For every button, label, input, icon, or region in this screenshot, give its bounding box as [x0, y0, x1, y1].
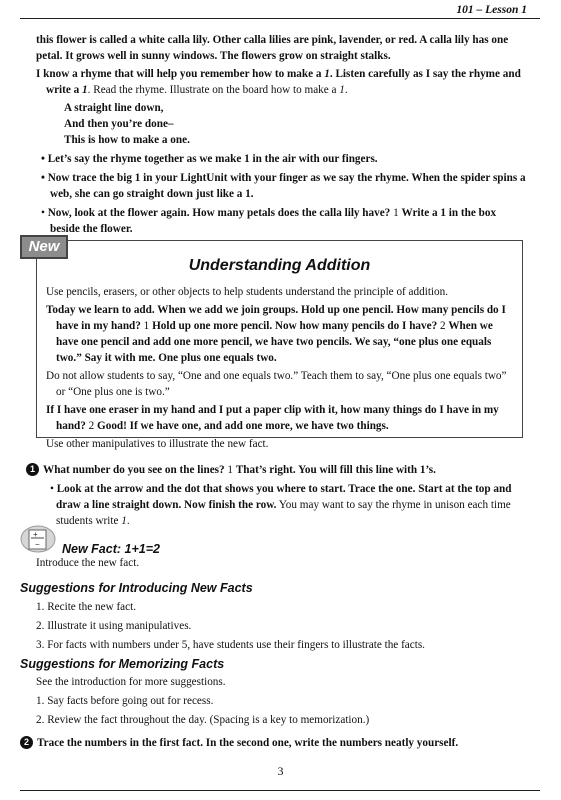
bullet-flower-petals: • Now, look at the flower again. How many petals does the calla lily have? 1 Write a 1 in the box beside the flower.: [41, 207, 497, 235]
exercise-number-badge: 2: [20, 736, 33, 749]
exercise-1-instructions: • Look at the arrow and the dot that shows you where to start. Trace the one. Start at the top and draw a line straight down. Now finish the row. You may want to say the rhyme in unison each time students write 1.: [50, 483, 512, 527]
bottom-rule: [20, 790, 540, 791]
box-paragraph: Use other manipulatives to illustrate the new fact.: [46, 438, 269, 450]
new-concept-body: [46, 284, 516, 454]
introducing-list: [36, 599, 425, 656]
rhyme-line: And then you’re done–: [64, 118, 174, 130]
exercise-1: [26, 462, 526, 529]
svg-text:+: +: [33, 530, 38, 539]
new-fact-label: New Fact: 1+1=2: [62, 542, 160, 556]
memorizing-list: [36, 674, 369, 731]
bullet-trace-big-one: • Now trace the big 1 in your LightUnit with your finger as we say the rhyme. When the spider spins a web, she can go straight down just like a 1.: [41, 172, 526, 200]
box-paragraph: Do not allow students to say, “One and one equals two.” Teach them to say, “One plus one equals two” or “One plus one is two.”: [46, 370, 507, 398]
list-intro: See the introduction for more suggestions.: [36, 676, 226, 688]
new-fact-intro: Introduce the new fact.: [36, 557, 140, 569]
exercise-2: [20, 735, 530, 751]
top-rule: [20, 18, 540, 19]
new-concept-title: Understanding Addition: [188, 257, 371, 274]
top-section: [36, 32, 526, 237]
introducing-heading: Suggestions for Introducing New Facts: [20, 581, 253, 595]
box-paragraph: Today we learn to add. When we add we join groups. Hold up one pencil. How many pencils do I have in my hand? 1 Hold up one more pencil. Now how many pencils do I have? 2 When we have one pencil and add one more pencil, we have two pencils. We say, “one plus one equals two.” Say it with me. One plus one equals two.: [46, 304, 506, 364]
exercise-number-badge: 1: [26, 463, 39, 476]
list-item: 1. Say facts before going out for recess.: [36, 695, 214, 707]
new-tag-badge: New: [20, 235, 68, 259]
rhyme-intro-paragraph: I know a rhyme that will help you remember how to make a 1. Listen carefully as I say the rhyme and write a 1. Read the rhyme. Illustrate on the board how to make a 1.: [36, 68, 521, 96]
rhyme-line: A straight line down,: [64, 102, 164, 114]
svg-text:−: −: [35, 540, 40, 549]
flash-card-icon: [20, 524, 56, 554]
rhyme-block: [36, 100, 526, 148]
calla-lily-paragraph: this flower is called a white calla lily. Other calla lilies are pink, lavender, or red. A calla lily has one petal. It grows well in sunny windows. The flowers grow on straight stalks.: [36, 34, 509, 62]
exercise-2-text: Trace the numbers in the first fact. In the second one, write the numbers neatly yourself.: [37, 737, 459, 749]
list-item: 2. Illustrate it using manipulatives.: [36, 620, 192, 632]
exercise-1-question: 1 What number do you see on the lines? 1 That’s right. You will fill this line with 1’s.: [26, 462, 526, 478]
box-paragraph: If I have one eraser in my hand and I put a paper clip with it, how many things do I have in my hand? 2 Good! If we have one, and add one more, we have two things.: [46, 404, 499, 432]
list-item: 3. For facts with numbers under 5, have students use their fingers to illustrate the facts.: [36, 639, 425, 651]
list-item: 2. Review the fact throughout the day. (Spacing is a key to memorization.): [36, 714, 370, 726]
memorizing-heading: Suggestions for Memorizing Facts: [20, 657, 225, 671]
bullet-say-rhyme: • Let’s say the rhyme together as we make 1 in the air with our fingers.: [41, 153, 378, 165]
box-paragraph: Use pencils, erasers, or other objects to help students understand the principle of addition.: [46, 286, 449, 298]
list-item: 1. Recite the new fact.: [36, 601, 137, 613]
running-header: 101 – Lesson 1: [456, 4, 527, 16]
page-number: 3: [277, 764, 284, 778]
rhyme-line: This is how to make a one.: [64, 134, 190, 146]
